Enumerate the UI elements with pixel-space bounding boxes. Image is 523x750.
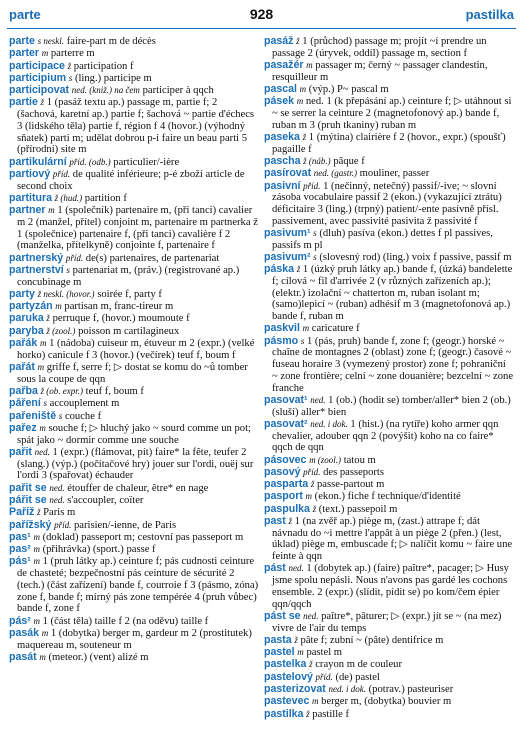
dictionary-entry bbox=[9, 85, 259, 97]
dictionary-entry bbox=[9, 483, 259, 495]
entry-headword: pasírovat bbox=[264, 167, 312, 180]
entry-grammar: m bbox=[41, 48, 49, 59]
header-rule bbox=[7, 28, 516, 29]
entry-definition: parterre m bbox=[50, 48, 95, 60]
dictionary-entry bbox=[264, 684, 514, 696]
entry-definition: caricature f bbox=[311, 323, 360, 335]
entry-grammar: m bbox=[33, 531, 40, 542]
entry-headword: pařez bbox=[9, 421, 37, 434]
dictionary-entry bbox=[264, 395, 514, 418]
entry-definition: (meteor.) (vent) alizé m bbox=[48, 651, 149, 663]
entry-grammar: ž bbox=[296, 264, 301, 275]
dictionary-entry bbox=[264, 60, 514, 83]
entry-headword: pasáž bbox=[264, 36, 294, 47]
entry-definition: 1 (nádoba) cuiseur m, étuveur m 2 (expr.) (velké horko) canicule f 3 (hovor.) (večírek) teuf f, boum f bbox=[17, 338, 255, 361]
dictionary-entry bbox=[264, 96, 514, 131]
entry-definition: 1 (dobytka) berger m, gardeur m 2 (prostitutek) maquereau m, souteneur m bbox=[17, 627, 252, 651]
entry-definition: 1 (pruh látky ap.) ceinture f; pás cudnosti ceinture de chasteté; bezpečnostní pás ceinture de sécurité 2 (tech.) (část zařízení) bande f, courroie f 3 (pásmo, zóna) zone f, bande f; mírný pás zone tempérée 4 (pruh vůbec) bande f, zone f bbox=[17, 556, 259, 615]
entry-definition: participer à qqch bbox=[142, 85, 214, 97]
entry-grammar: m bbox=[37, 362, 45, 373]
entry-definition: 1 (společník) partenaire m, (při tanci) cavalier m 2 (manžel, přítel) conjoint m, partenaire m partnerka ž 1 (společnice) partenaire f, (při tanci) cavalière f 2 (manželka, přítelkyně) conjointe f, partenaire f bbox=[17, 205, 258, 252]
entry-headword: pařák bbox=[9, 337, 38, 350]
dictionary-entry bbox=[9, 193, 259, 205]
entry-definition: accouplement m bbox=[49, 398, 120, 410]
entry-grammar: m bbox=[33, 615, 40, 626]
right-column bbox=[264, 36, 514, 744]
dictionary-entry bbox=[9, 338, 259, 361]
dictionary-entry bbox=[9, 398, 259, 410]
dictionary-entry bbox=[9, 301, 259, 313]
entry-definition: faire-part m de décès bbox=[66, 36, 156, 47]
dictionary-entry bbox=[264, 264, 514, 323]
dictionary-entry bbox=[264, 659, 514, 671]
dictionary-entry bbox=[264, 479, 514, 491]
entry-definition: 1 (nečinný, netečný) passif/-ive; ~ slovní zásoba vocabulaire passif 2 (ekon.) (vykazující ztrátu) déficitaire 3 (ling.) (trpný) patient/-ente pasívně přísl. passivement, avec passivité pasivita ž passivité f bbox=[272, 180, 502, 227]
entry-grammar: s bbox=[313, 252, 317, 262]
entry-headword: partitura bbox=[9, 191, 52, 204]
page-number: 928 bbox=[249, 6, 274, 22]
dictionary-entry bbox=[9, 253, 259, 265]
dictionary-entry bbox=[9, 544, 259, 556]
dictionary-entry bbox=[264, 491, 514, 503]
dictionary-entry bbox=[264, 181, 514, 228]
dictionary-entry bbox=[9, 556, 259, 615]
entry-headword: partiový bbox=[9, 167, 51, 180]
entry-grammar: m bbox=[297, 647, 304, 658]
entry-headword: pařížský bbox=[9, 518, 52, 531]
entry-definition: paître*, pâturer; ▷ (expr.) jít se ~ (na mez) vivre de l'air du temps bbox=[272, 610, 502, 634]
entry-grammar: ned. (kniž.) na čem bbox=[71, 85, 140, 96]
dictionary-entry bbox=[9, 423, 259, 446]
entry-headword: pás¹ bbox=[9, 555, 31, 568]
entry-definition: 1 (na zvěř ap.) piège m, (zast.) attrape f; dát návnadu do ~i mettre l'appât à un piège 2 (přen.) (lest, úklad) piège m, embuscade f; ▷ nalíčit komu ~ faire une feinte à qqn bbox=[272, 516, 513, 563]
entry-headword: pařba bbox=[9, 385, 38, 398]
entry-grammar: ž bbox=[294, 634, 298, 645]
page-header bbox=[0, 0, 523, 30]
entry-headword: parte bbox=[9, 36, 35, 47]
entry-grammar: m bbox=[305, 491, 313, 502]
entry-headword: partner bbox=[9, 204, 46, 217]
entry-headword: pásek bbox=[264, 95, 295, 108]
entry-definition: de(s) partenaires, de partenariat bbox=[85, 252, 220, 264]
entry-grammar: ž bbox=[36, 507, 41, 518]
entry-definition: des passeports bbox=[323, 466, 384, 478]
entry-grammar: ž bbox=[306, 708, 310, 719]
dictionary-entry bbox=[264, 132, 514, 155]
entry-definition: berger m, (dobytka) bouvier m bbox=[321, 696, 452, 708]
entry-headword: participace bbox=[9, 59, 65, 72]
dictionary-entry bbox=[9, 169, 259, 192]
entry-definition: 1 (pasáž textu ap.) passage m, partie f; 2 (šachová, karetní ap.) partie f; šachová ~ partie d'échecs 3 (lidského těla) partie f, région f 4 (hovor.) (výhodný sňatek) parti m; udělat dobrou p-i faire un beau parti 5 (přírodní) site m bbox=[17, 97, 255, 156]
entry-headword: pastevec bbox=[264, 695, 310, 708]
dictionary-entry bbox=[9, 61, 259, 73]
dictionary-entry bbox=[264, 228, 514, 251]
dictionary-entry bbox=[9, 507, 259, 519]
entry-headword: pást se bbox=[264, 609, 301, 622]
entry-headword: pasta bbox=[264, 633, 292, 646]
dictionary-entry bbox=[9, 447, 259, 482]
entry-headword: pařeniště bbox=[9, 409, 57, 422]
entry-headword: pás² bbox=[9, 614, 31, 627]
entry-headword: pastel bbox=[264, 646, 295, 659]
entry-grammar: m bbox=[302, 323, 310, 334]
entry-definition: partition f bbox=[84, 192, 127, 204]
dictionary-entry bbox=[9, 289, 259, 301]
entry-grammar: ned. (gastr.) bbox=[313, 168, 358, 179]
entry-headword: party bbox=[9, 287, 35, 300]
entry-grammar: m bbox=[299, 84, 307, 94]
entry-headword: pas² bbox=[9, 543, 31, 556]
entry-headword: participium bbox=[9, 71, 67, 84]
entry-headword: partie bbox=[9, 96, 38, 109]
entry-grammar: m bbox=[306, 60, 313, 70]
dictionary-entry bbox=[9, 97, 259, 156]
entry-grammar: s bbox=[43, 398, 47, 409]
entry-grammar: m bbox=[41, 627, 49, 638]
entry-definition: (ekon.) fiche f technique/d'identité bbox=[314, 491, 461, 503]
entry-grammar: ž neskl. (hovor.) bbox=[37, 288, 95, 299]
dictionary-entry bbox=[9, 628, 259, 651]
entry-grammar: ž bbox=[310, 479, 315, 490]
entry-definition: passager m; černý ~ passager clandestin, resquilleur m bbox=[272, 60, 488, 83]
entry-definition: 1 (mýtina) clairière f 2 (hovor., expr.) (spoušť) pagaille f bbox=[272, 132, 506, 155]
entry-definition: parisien/-ienne, de Paris bbox=[73, 519, 177, 531]
entry-grammar: ned. bbox=[49, 494, 65, 505]
entry-grammar: m bbox=[33, 544, 40, 555]
entry-headword: pasivum² bbox=[264, 251, 311, 263]
entry-definition: participation f bbox=[73, 60, 134, 72]
entry-definition: 1 (průchod) passage m; projít ~í prendre un passage 2 (úryvek, oddíl) passage m, section f bbox=[272, 36, 487, 59]
entry-grammar: ned. bbox=[49, 482, 65, 493]
entry-headword: páska bbox=[264, 263, 295, 276]
entry-headword: pasivní bbox=[264, 179, 301, 192]
entry-definition: perruque f, (hovor.) moumoute f bbox=[52, 313, 190, 325]
dictionary-entry bbox=[264, 36, 514, 59]
entry-definition: partenariat m, (práv.) (registrované ap.) concubinage m bbox=[17, 264, 240, 288]
entry-grammar: m bbox=[312, 696, 319, 707]
entry-headword: partyzán bbox=[9, 300, 53, 313]
entry-grammar: ž (ob. expr.) bbox=[40, 386, 84, 397]
entry-grammar: s bbox=[58, 410, 63, 421]
entry-definition: (přihrávka) (sport.) passe f bbox=[42, 544, 156, 556]
dictionary-entry bbox=[9, 36, 259, 48]
entry-grammar: ž bbox=[46, 313, 50, 324]
entry-headword: paruka bbox=[9, 312, 44, 325]
entry-grammar: příd. bbox=[54, 519, 72, 530]
entry-definition: (de) pastel bbox=[335, 671, 380, 683]
entry-grammar: ned. bbox=[310, 394, 326, 405]
entry-grammar: příd. (odb.) bbox=[69, 156, 111, 167]
entry-grammar: příd. bbox=[65, 252, 84, 263]
entry-definition: souche f; ▷ hluchý jako ~ sourd comme un pot; spát jako ~ dormir comme une souche bbox=[17, 422, 251, 446]
entry-grammar: s bbox=[66, 264, 70, 275]
entry-headword: pas¹ bbox=[9, 530, 31, 543]
entry-headword: paskvil bbox=[264, 322, 300, 335]
entry-headword: pásovec bbox=[264, 453, 307, 466]
entry-definition: (výp.) P~ pascal m bbox=[308, 84, 389, 95]
entry-definition: partisan m, franc-tireur m bbox=[64, 301, 174, 313]
entry-grammar: ned. bbox=[34, 446, 50, 457]
left-column bbox=[9, 36, 259, 744]
entry-definition: passe-partout m bbox=[317, 479, 385, 491]
dictionary-entry bbox=[264, 611, 514, 634]
entry-definition: s'accoupler, coïter bbox=[67, 494, 144, 506]
entry-headword: partikulární bbox=[9, 155, 67, 168]
entry-grammar: s bbox=[300, 335, 305, 346]
dictionary-entry bbox=[264, 336, 514, 395]
entry-definition: Paris m bbox=[43, 507, 76, 519]
dictionary-entry bbox=[264, 635, 514, 647]
dictionary-entry bbox=[264, 647, 514, 659]
entry-grammar: m bbox=[39, 422, 46, 433]
entry-grammar: ž bbox=[40, 97, 45, 108]
entry-definition: tatou m bbox=[343, 454, 376, 466]
entry-definition: pâque f bbox=[333, 156, 365, 167]
entry-grammar: ned. i dok. bbox=[310, 418, 348, 429]
entry-grammar: ž bbox=[312, 503, 317, 514]
dictionary-entry bbox=[9, 652, 259, 664]
entry-definition: particulier/-ière bbox=[113, 156, 180, 168]
entry-headword: pásmo bbox=[264, 334, 299, 347]
dictionary-entry bbox=[9, 265, 259, 288]
dictionary-entry bbox=[9, 157, 259, 169]
entry-headword: pascal bbox=[264, 83, 297, 95]
entry-grammar: ž bbox=[288, 516, 292, 526]
entry-definition: teuf f, boum f bbox=[85, 386, 144, 398]
entry-definition: (text.) passepoil m bbox=[318, 503, 398, 515]
entry-definition: crayon m de couleur bbox=[315, 659, 403, 671]
entry-grammar: ž (zool.) bbox=[46, 325, 76, 336]
entry-headword: pařát bbox=[9, 361, 35, 374]
entry-definition: de qualité inférieure; p-é zboží article de second choix bbox=[17, 168, 245, 192]
entry-grammar: příd. bbox=[303, 180, 321, 191]
entry-headword: pasát bbox=[9, 650, 37, 663]
entry-headword: partnerství bbox=[9, 263, 64, 276]
entry-headword: Paříž bbox=[9, 506, 35, 519]
dictionary-entry bbox=[9, 48, 259, 60]
dictionary-entry bbox=[9, 495, 259, 507]
entry-definition: 1 (úzký pruh látky ap.) bande f, (úzká) bandelette f; cílová ~ fil d'arrivée 2 (v různých zařízeních ap.); (elektr.) izolační ~ chatterton m, ruban isolant m; (samo)lepicí ~ (ruban) adhésif m 3 (magnetofonová ap.) bande f, ruban m bbox=[272, 264, 513, 323]
entry-definition: (ling.) participe m bbox=[74, 72, 152, 84]
entry-headword: paryba bbox=[9, 324, 44, 337]
entry-definition: soirée f, party f bbox=[97, 288, 162, 300]
entry-definition: 1 (dobytek ap.) (faire) paître*, pacager; ▷ Husy jsme spolu nepásli. Nous n'avons pas gardé les cochons ensemble. 2 (expr.) (slídit, pídit se) po kom/čem épier qqn/qqch bbox=[272, 563, 509, 610]
entry-headword: pasterizovat bbox=[264, 683, 326, 695]
entry-definition: (dluh) pasíva (ekon.) dettes f pl passives, passifs m pl bbox=[272, 228, 493, 251]
dictionary-entry bbox=[264, 504, 514, 516]
entry-definition: 1 (ob.) (hodit se) tomber/aller* bien 2 (ob.) (sluší) aller* bien bbox=[272, 394, 511, 418]
dictionary-entry bbox=[264, 156, 514, 168]
entry-headword: participovat bbox=[9, 84, 70, 97]
entry-definition: 1 (hist.) (na rytíře) koho armer qqn chevalier, adouber qqn 2 (povýšit) koho na co faire* qqch de qqn bbox=[272, 418, 499, 454]
entry-definition: pâte f; zubní ~ (pâte) dentifrice m bbox=[300, 634, 444, 646]
entry-headword: pasport bbox=[264, 490, 303, 503]
dictionary-entry bbox=[264, 563, 514, 610]
dictionary-entry bbox=[9, 362, 259, 385]
entry-headword: pasivum¹ bbox=[264, 227, 311, 239]
entry-grammar: ned. bbox=[303, 610, 319, 621]
entry-grammar: m bbox=[39, 651, 46, 662]
entry-headword: pasovat¹ bbox=[264, 393, 308, 406]
dictionary-entry bbox=[9, 205, 259, 252]
entry-grammar: s neskl. bbox=[37, 36, 65, 46]
entry-grammar: m bbox=[48, 205, 55, 216]
entry-headword: partnerský bbox=[9, 251, 64, 264]
dictionary-entry bbox=[9, 73, 259, 85]
dictionary-entry bbox=[264, 168, 514, 180]
entry-headword: pāření bbox=[9, 397, 41, 410]
entry-grammar: m bbox=[39, 338, 47, 349]
entry-grammar: s bbox=[68, 72, 73, 83]
entry-headword: pascha bbox=[264, 155, 301, 167]
entry-definition: étouffer de chaleur, être* en nage bbox=[67, 482, 209, 494]
dictionary-entry bbox=[9, 616, 259, 628]
entry-headword: pasovat² bbox=[264, 417, 308, 430]
entry-headword: pastilka bbox=[264, 707, 304, 720]
entry-headword: pářit se bbox=[9, 493, 47, 506]
entry-headword: pást bbox=[264, 562, 286, 575]
dictionary-entry bbox=[264, 323, 514, 335]
entry-grammar: m bbox=[33, 556, 40, 567]
entry-definition: couche f bbox=[64, 410, 102, 422]
entry-headword: pařit se bbox=[9, 481, 47, 494]
entry-grammar: s bbox=[313, 228, 317, 238]
entry-definition: ned. 1 (k přepásání ap.) ceinture f; ▷ utáhnout si ~ se serrer la ceinture 2 (magnetofonový ap.) bande f, ruban m 3 (pruh tkaniny) ruban m bbox=[272, 96, 512, 131]
entry-grammar: ž bbox=[67, 60, 72, 71]
dictionary-entry bbox=[9, 386, 259, 398]
guide-word-right: pastilka bbox=[465, 7, 514, 22]
entry-definition: mouliner, passer bbox=[359, 168, 430, 180]
guide-word-left: parte bbox=[9, 7, 41, 22]
entry-definition: poisson m cartilagineux bbox=[78, 325, 180, 337]
entry-grammar: m bbox=[55, 301, 62, 312]
dictionary-entry bbox=[9, 326, 259, 338]
entry-grammar: ned. bbox=[288, 563, 304, 574]
entry-grammar: ned. i dok. bbox=[328, 684, 366, 694]
dictionary-entry bbox=[264, 696, 514, 708]
entry-headword: parter bbox=[9, 47, 40, 60]
entry-definition: (doklad) passeport m; cestovní pas passeport m bbox=[42, 531, 244, 543]
entry-headword: past bbox=[264, 515, 286, 527]
entry-grammar: ž (náb.) bbox=[303, 156, 331, 166]
dictionary-entry bbox=[9, 313, 259, 325]
entry-definition: (slovesný rod) (ling.) voix f passive, passif m bbox=[319, 252, 512, 263]
entry-headword: pasový bbox=[264, 465, 301, 478]
entry-definition: pastille f bbox=[312, 708, 350, 720]
entry-grammar: m bbox=[296, 96, 304, 107]
entry-definition: 1 (pás, pruh) bande f, zone f; (geogr.) horské ~ chaîne de montagnes 2 (oblast) zone f; (geogr.) časové ~ fuseau horaire 3 (vymezený prostor) zone f; pohraniční ~ zone frontière; celní ~ zone douanière; bezcelní ~ zone franche bbox=[272, 335, 514, 394]
entry-headword: pasparta bbox=[264, 478, 309, 491]
dictionary-entry bbox=[9, 520, 259, 532]
entry-definition: 1 (expr.) (flámovat, pít) faire* la fête, teufer 2 (slang.) (výp.) (počítačové hry) jouer sur l'ordi, ouëj sur l'ordi 3 (spařovat) échauder bbox=[17, 446, 254, 482]
entry-definition: 1 (část těla) taille f 2 (na oděvu) taille f bbox=[42, 615, 209, 627]
entry-grammar: ž bbox=[309, 659, 313, 670]
dictionary-entry bbox=[9, 411, 259, 423]
entry-headword: pařit bbox=[9, 445, 32, 458]
dictionary-entry bbox=[9, 532, 259, 544]
entry-headword: paspulka bbox=[264, 502, 310, 515]
entry-grammar: ž bbox=[302, 132, 307, 142]
entry-definition: (potrav.) pasteuriser bbox=[368, 684, 454, 695]
entry-definition: griffe f, serre f; ▷ dostat se komu do ~ů tomber sous la coupe de qqn bbox=[17, 362, 248, 385]
dictionary-entry bbox=[264, 709, 514, 721]
entry-grammar: příd. bbox=[52, 168, 71, 179]
dictionary-entry bbox=[264, 419, 514, 454]
entry-grammar: ž bbox=[296, 36, 300, 46]
entry-grammar: m (zool.) bbox=[309, 454, 342, 465]
entry-headword: pasažér bbox=[264, 59, 304, 71]
entry-grammar: ž (hud.) bbox=[54, 192, 83, 203]
entry-grammar: příd. bbox=[315, 671, 333, 682]
dictionary-entry bbox=[264, 672, 514, 684]
dictionary-entry bbox=[264, 516, 514, 563]
entry-grammar: příd. bbox=[303, 466, 321, 477]
dictionary-entry bbox=[264, 252, 514, 264]
entry-headword: pastelový bbox=[264, 670, 313, 683]
entry-definition: pastel m bbox=[306, 647, 343, 659]
dictionary-entry bbox=[264, 455, 514, 467]
entry-headword: pasák bbox=[9, 626, 40, 639]
dictionary-entry bbox=[264, 467, 514, 479]
dictionary-entry bbox=[264, 84, 514, 96]
entry-headword: paseka bbox=[264, 131, 300, 143]
entry-headword: pastelka bbox=[264, 658, 307, 671]
